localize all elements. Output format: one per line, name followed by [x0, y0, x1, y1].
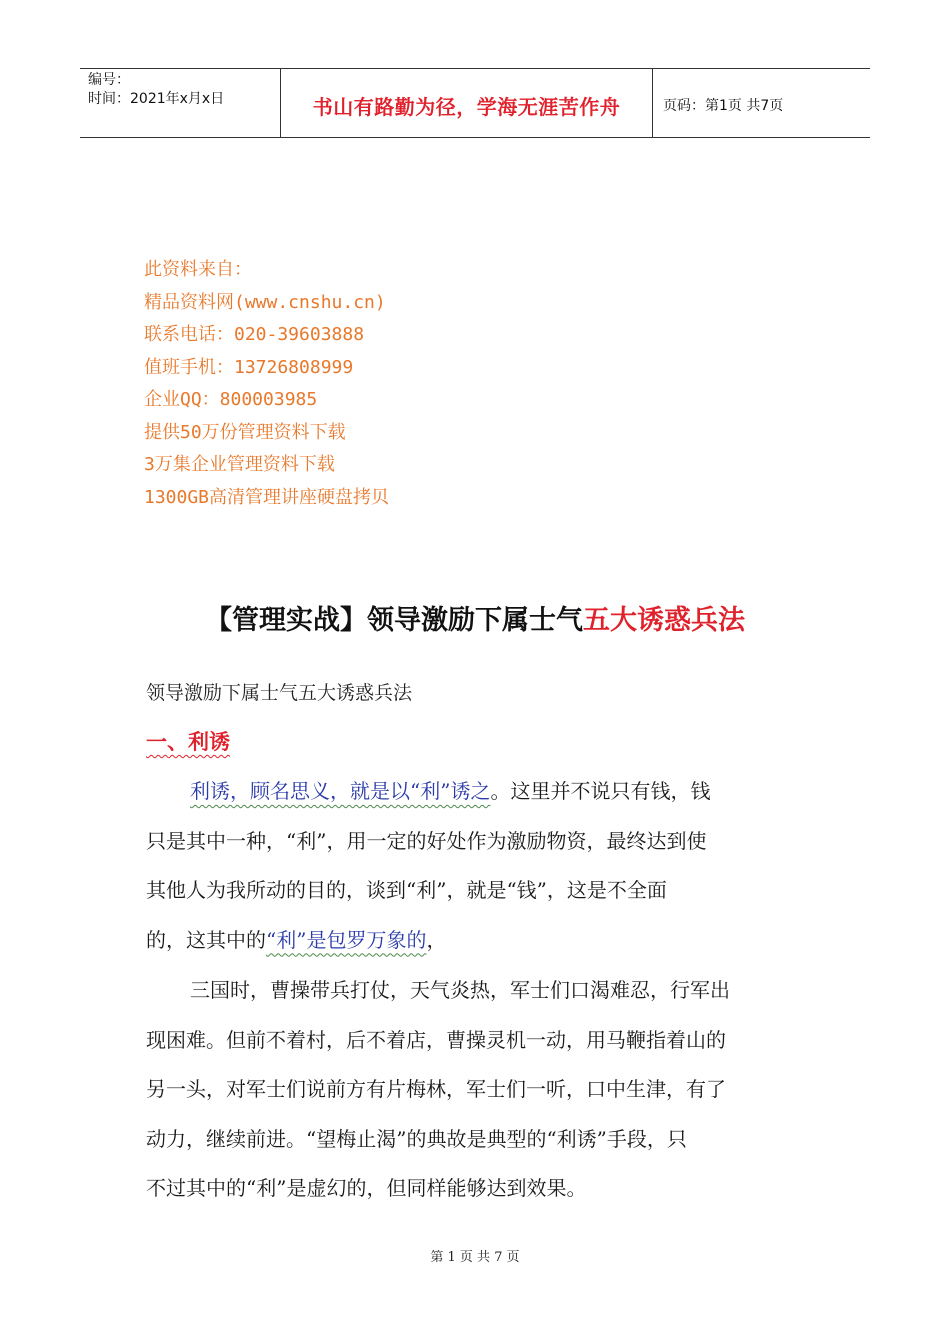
paragraph-line: 动力，继续前进。“望梅止渴”的典故是典型的“利诱”手段，只 [146, 1126, 687, 1151]
paragraph-line: 的，这其中的 “利”是包罗万象的 ， [146, 916, 808, 966]
header-page-info: 页码：第1页 共7页 [663, 98, 784, 114]
date-label: 时间：2021年x月x日 [88, 91, 225, 107]
source-line: 精品资料网(www.cnshu.cn) [144, 291, 386, 313]
header-table [80, 68, 870, 138]
header-motto: 书山有路勤为径，学海无涯苦作舟 [281, 69, 653, 137]
source-line: 提供50万份管理资料下载 [144, 421, 346, 443]
paragraph-1 [146, 767, 808, 965]
paragraph-2 [146, 966, 808, 1214]
title-highlight: 五大诱惑兵法 [583, 605, 745, 636]
number-label: 编号： [88, 72, 130, 88]
paragraph-line: 利诱，顾名思义，就是以“利”诱之。这里并不说只有钱，钱 [190, 779, 711, 803]
highlighted-text: 利诱，顾名思义，就是以“利”诱之 [190, 779, 491, 803]
page-footer: 第 1 页 共 7 页 [430, 1250, 520, 1265]
document-subtitle: 领导激励下属士气五大诱惑兵法 [146, 682, 413, 704]
paragraph-line: 另一头，对军士们说前方有片梅林，军士们一听，口中生津，有了 [146, 1077, 726, 1101]
paragraph-line: 不过其中的“利”是虚幻的，但同样能够达到效果。 [146, 1176, 587, 1200]
document-title [0, 598, 950, 637]
source-line: 企业QQ：800003985 [144, 389, 318, 410]
paragraph-line: 其他人为我所动的目的，谈到“利”，就是“钱”，这是不全面 [146, 878, 667, 902]
source-line: 此资料来自： [144, 259, 252, 280]
paragraph-line: 三国时，曹操带兵打仗，天气炎热，军士们口渴难忍，行军出 [190, 978, 730, 1002]
section-heading: 一、利诱 [146, 729, 230, 754]
source-line: 值班手机：13726808999 [144, 356, 354, 378]
paragraph-line: 现困难。但前不着村，后不着店，曹操灵机一动，用马鞭指着山的 [146, 1027, 726, 1052]
paragraph-line: 只是其中一种，“利”，用一定的好处作为激励物资，最终达到使 [146, 828, 707, 853]
source-line: 3万集企业管理资料下载 [144, 454, 335, 475]
source-info-block [144, 254, 389, 514]
highlighted-text: “利”是包罗万象的 [266, 927, 427, 952]
source-line: 1300GB高清管理讲座硬盘拷贝 [144, 486, 390, 508]
header-meta-cell [80, 69, 281, 137]
title-main: 【管理实战】领导激励下属士气 [205, 605, 583, 636]
source-line: 联系电话：020-39603888 [144, 324, 365, 345]
